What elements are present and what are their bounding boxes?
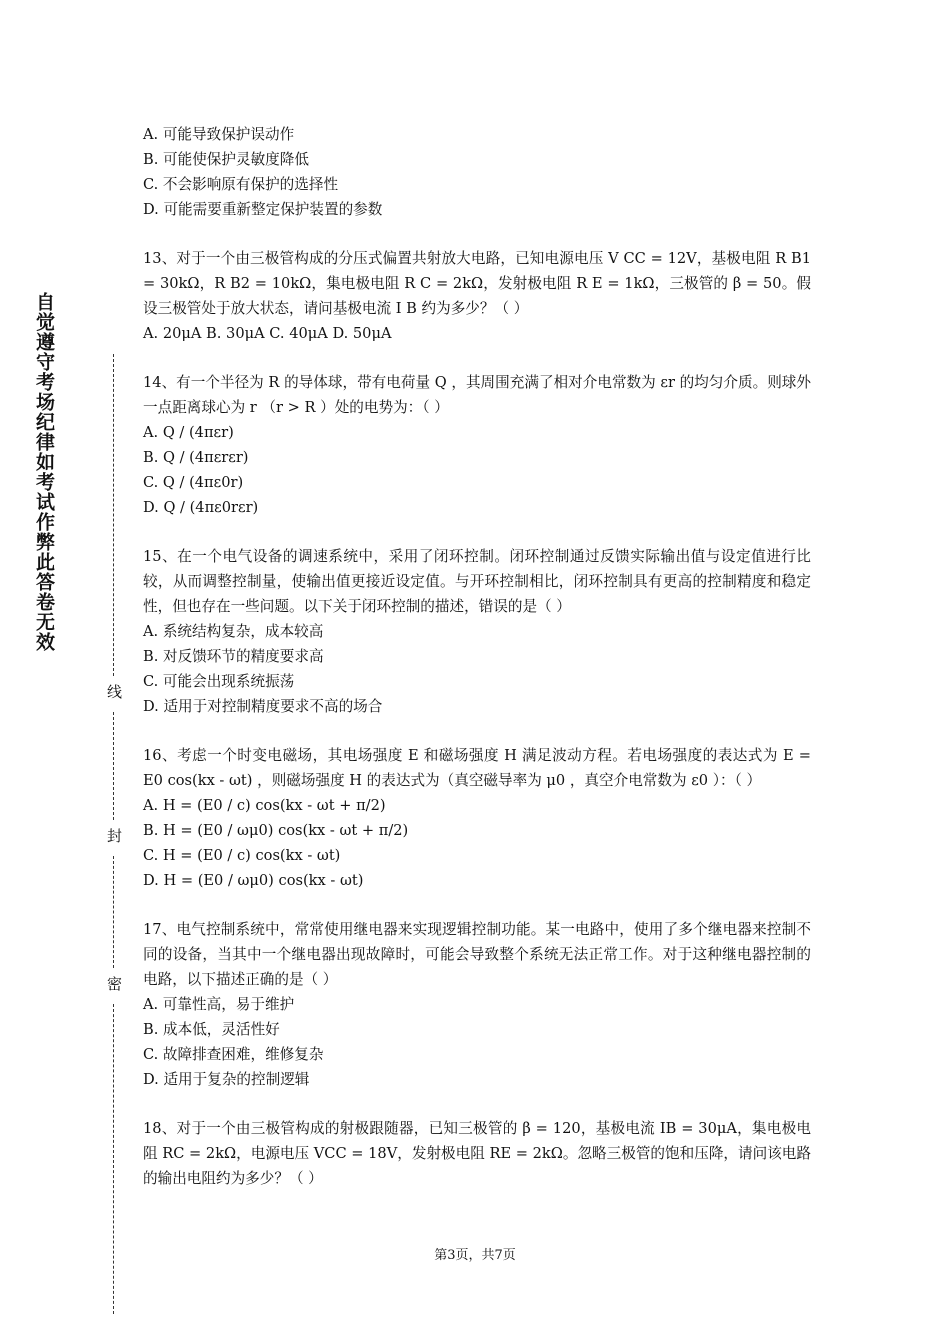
question-stem: 15、在一个电气设备的调速系统中，采用了闭环控制。闭环控制通过反馈实际输出值与设定值进行比较，从而调整控制量，使输出值更接近设定值。与开环控制相比，闭环控制具有更高的控制精度和稳定性，但也存在一些问题。以下关于闭环控制的描述，错误的是（ ）	[143, 548, 811, 615]
question-13	[143, 246, 811, 346]
question-stem: 14、有一个半径为 R 的导体球，带有电荷量 Q ，其周围充满了相对介电常数为 εr 的均匀介质。则球外一点距离球心为 r （r > R ）处的电势为：（ ）	[143, 374, 811, 416]
option-a: A. 系统结构复杂，成本较高	[143, 623, 324, 640]
option-c: C. 不会影响原有保护的选择性	[143, 176, 339, 193]
option-d: D. 适用于对控制精度要求不高的场合	[143, 698, 383, 715]
cut-label-line: 线	[105, 684, 123, 699]
option-a: A. 可能导致保护误动作	[143, 126, 295, 143]
question-list	[143, 122, 811, 1215]
cut-line-segment	[113, 354, 114, 676]
question-15	[143, 544, 811, 719]
option-b: B. 对反馈环节的精度要求高	[143, 648, 324, 665]
option-d: D. Q / (4πε0rεr)	[143, 499, 259, 516]
option-a: A. Q / (4πεr)	[143, 424, 234, 441]
exam-discipline-warning: 自觉遵守考场纪律如考试作弊此答卷无效	[33, 292, 55, 652]
cut-label-seal: 封	[105, 828, 123, 843]
option-c: C. 可能会出现系统振荡	[143, 673, 295, 690]
options-inline: A. 20μA B. 30μA C. 40μA D. 50μA	[143, 325, 392, 342]
cut-line-segment	[113, 856, 114, 968]
option-d: D. H = (E0 / ωμ0) cos(kx - ωt)	[143, 872, 364, 889]
option-c: C. Q / (4πε0r)	[143, 474, 244, 491]
question-17	[143, 917, 811, 1092]
question-stem: 16、考虑一个时变电磁场，其电场强度 E 和磁场强度 H 满足波动方程。若电场强度的表达式为 E = E0 cos(kx - ωt) ，则磁场强度 H 的表达式为（真空磁导率为 μ0 ，真空介电常数为 ε0 ）：（ ）	[143, 747, 811, 789]
option-a: A. H = (E0 / c) cos(kx - ωt + π/2)	[143, 797, 386, 814]
option-d: D. 可能需要重新整定保护装置的参数	[143, 201, 383, 218]
option-a: A. 可靠性高，易于维护	[143, 996, 295, 1013]
question-14	[143, 370, 811, 520]
question-stem: 13、对于一个由三极管构成的分压式偏置共射放大电路，已知电源电压 V CC = 12V，基极电阻 R B1 = 30kΩ，R B2 = 10kΩ，集电极电阻 R C = 2kΩ，发射极电阻 R E = 1kΩ，三极管的 β = 50。假设三极管处于放大状态，请问基极电流 I B 约为多少？（ ）	[143, 250, 811, 317]
cut-line-segment	[113, 712, 114, 820]
option-b: B. H = (E0 / ωμ0) cos(kx - ωt + π/2)	[143, 822, 409, 839]
option-b: B. 成本低，灵活性好	[143, 1021, 280, 1038]
option-b: B. 可能使保护灵敏度降低	[143, 151, 309, 168]
question-stem: 17、电气控制系统中，常常使用继电器来实现逻辑控制功能。某一电路中，使用了多个继电器来控制不同的设备，当其中一个继电器出现故障时，可能会导致整个系统无法正常工作。对于这种继电器控制的电路，以下描述正确的是（ ）	[143, 921, 811, 988]
cut-line-segment	[113, 1004, 114, 1314]
page-number: 第3页，共7页	[434, 1248, 516, 1263]
option-b: B. Q / (4πεrεr)	[143, 449, 249, 466]
question-stem: 18、对于一个由三极管构成的射极跟随器，已知三极管的 β = 120，基极电流 IB = 30μA，集电极电阻 RC = 2kΩ，电源电压 VCC = 18V，发射极电阻 RE = 2kΩ。忽略三极管的饱和压降，请问该电路的输出电阻约为多少？（ ）	[143, 1120, 811, 1187]
question-12-continued	[143, 122, 811, 222]
option-d: D. 适用于复杂的控制逻辑	[143, 1071, 310, 1088]
option-c: C. 故障排查困难，维修复杂	[143, 1046, 324, 1063]
question-16	[143, 743, 811, 893]
question-18	[143, 1116, 811, 1191]
cut-label-secret: 密	[105, 976, 123, 991]
option-c: C. H = (E0 / c) cos(kx - ωt)	[143, 847, 341, 864]
